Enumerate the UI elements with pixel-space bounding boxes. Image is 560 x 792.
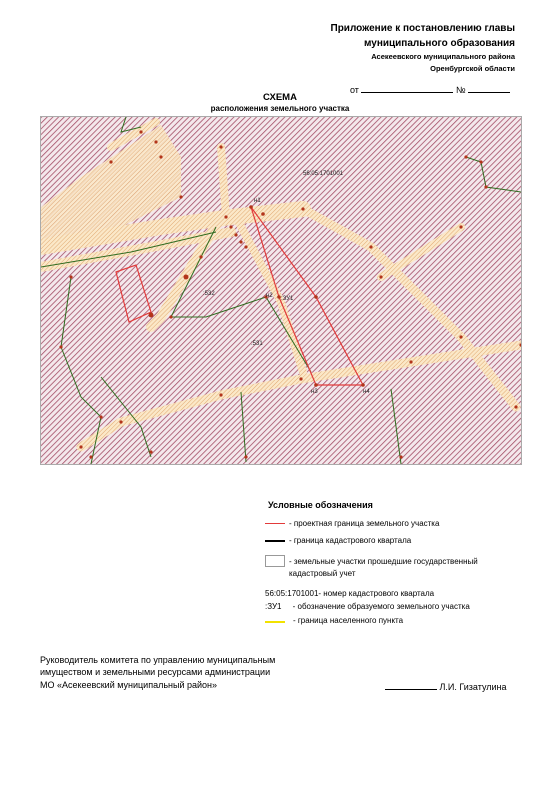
legend-registered-parcels: - земельные участки прошедшие государственный [289, 557, 478, 566]
legend-quarter-boundary-swatch [265, 540, 285, 542]
header-line-1: Приложение к постановлению главы [330, 23, 515, 34]
map-canvas [41, 117, 521, 464]
scheme-title: СХЕМА [263, 92, 297, 103]
number-label: № [455, 85, 466, 95]
parcel-531-label: :531 [251, 341, 263, 347]
legend-registered-parcels-cont: кадастровый учет [289, 569, 356, 578]
point-n4-label: н4 [363, 389, 370, 395]
point-n2-label: н2 [266, 293, 273, 299]
header-line-4: Оренбургской области [430, 64, 515, 73]
header-line-2: муниципального образования [364, 38, 515, 49]
legend-quarter-number: 56:05:1701001- номер кадастрового квартала [265, 589, 435, 598]
footer-line-3: МО «Асекеевский муниципальный район» [40, 680, 218, 690]
parcel-532-label: :532 [203, 291, 215, 297]
footer-line-2: имуществом и земельными ресурсами администрации [40, 667, 271, 677]
signature-block [385, 680, 507, 692]
legend-registered-parcels-swatch [265, 555, 285, 567]
legend-project-boundary: - проектная граница земельного участка [289, 519, 440, 528]
date-label: от [350, 85, 359, 95]
point-n1-label: н1 [254, 198, 261, 204]
cadastral-map [40, 116, 522, 465]
signature-blank [385, 680, 437, 690]
legend-project-boundary-swatch [265, 523, 285, 524]
point-n3-label: н3 [311, 389, 318, 395]
scheme-subtitle: расположения земельного участка [210, 104, 350, 113]
legend-quarter-boundary: - граница кадастрового квартала [289, 536, 412, 545]
zu1-label: :ЗУ1 [281, 296, 294, 302]
header-line-3: Асекеевского муниципального района [371, 52, 515, 61]
legend-settlement-boundary-swatch [265, 621, 285, 623]
quarter-number-label: 56:05:1701001 [303, 171, 344, 177]
signature-name: Л.И. Гизатулина [439, 682, 507, 692]
footer-line-1: Руководитель комитета по управлению муниципальным [40, 655, 276, 665]
legend-zu1: :ЗУ1 - обозначение образуемого земельного участка [265, 602, 470, 611]
legend-title: Условные обозначения [268, 500, 373, 510]
legend-settlement-boundary: - граница населенного пункта [293, 616, 404, 625]
